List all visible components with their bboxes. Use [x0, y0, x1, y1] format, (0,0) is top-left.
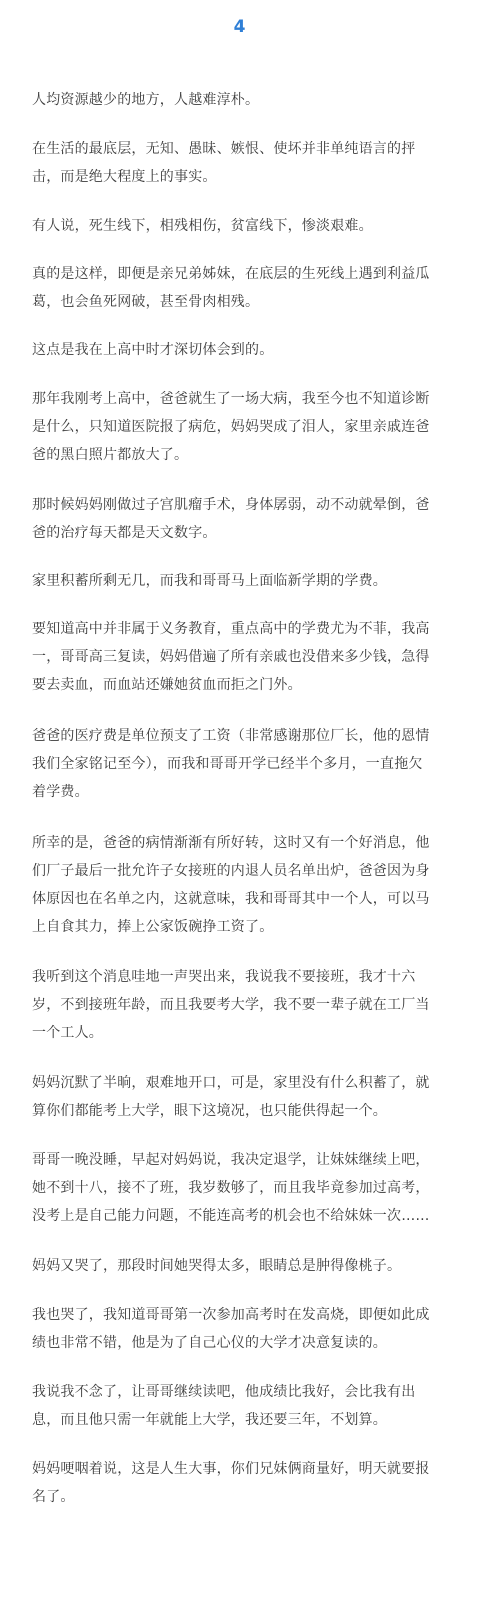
paragraph — [32, 1146, 452, 1230]
paragraph-line: 击，而是绝大程度上的事实。 — [32, 169, 217, 185]
paragraph-line: 这点是我在上高中时才深切体会到的。 — [32, 342, 274, 358]
paragraph-line: 葛，也会鱼死网破，甚至骨肉相残。 — [32, 294, 260, 310]
paragraph — [32, 260, 452, 316]
paragraph-line: 们厂子最后一批允许子女接班的内退人员名单出炉，爸爸因为身 — [32, 863, 430, 879]
paragraph-line: 人均资源越少的地方，人越难淳朴。 — [32, 92, 260, 108]
paragraph — [32, 385, 452, 469]
paragraph-line: 绩也非常不错，他是为了自己心仪的大学才决意复读的。 — [32, 1335, 387, 1351]
paragraph — [32, 722, 452, 806]
paragraph-line: 岁，不到接班年龄，而且我要考大学，我不要一辈子就在工厂当 — [32, 997, 430, 1013]
paragraph-line: 一，哥哥高三复读，妈妈借遍了所有亲戚也没借来多少钱，急得 — [32, 649, 430, 665]
paragraph-line: 真的是这样，即便是亲兄弟姊妹，在底层的生死线上遇到利益瓜 — [32, 266, 430, 282]
paragraph-line: 那时候妈妈刚做过子宫肌瘤手术，身体孱弱，动不动就晕倒，爸 — [32, 497, 430, 513]
paragraph-line: 家里积蓄所剩无几，而我和哥哥马上面临新学期的学费。 — [32, 573, 387, 589]
paragraph-line: 她不到十八，接不了班，我岁数够了，而且我毕竟参加过高考， — [32, 1180, 430, 1196]
paragraph — [32, 615, 452, 699]
paragraph-line: 爸的黑白照片都放大了。 — [32, 447, 189, 463]
paragraph-line: 着学费。 — [32, 784, 89, 800]
paragraph-line: 算你们都能考上大学，眼下这境况，也只能供得起一个。 — [32, 1103, 387, 1119]
paragraph — [32, 135, 452, 191]
paragraph — [32, 1455, 452, 1511]
paragraph-line: 妈妈沉默了半晌，艰难地开口，可是，家里没有什么积蓄了，就 — [32, 1075, 430, 1091]
paragraph-line: 哥哥一晚没睡，早起对妈妈说，我决定退学，让妹妹继续上吧， — [32, 1152, 430, 1168]
paragraph-line: 是什么，只知道医院报了病危，妈妈哭成了泪人，家里亲戚连爸 — [32, 419, 430, 435]
paragraph — [32, 1301, 452, 1357]
paragraph-line: 我们全家铭记至今），而我和哥哥开学已经半个多月，一直拖欠 — [32, 756, 423, 772]
paragraph-line: 爸的治疗每天都是天文数字。 — [32, 525, 217, 541]
paragraph-line: 我也哭了，我知道哥哥第一次参加高考时在发高烧，即便如此成 — [32, 1307, 430, 1323]
chapter-number: 4 — [233, 17, 246, 37]
paragraph-line: 要去卖血，而血站还嫌她贫血而拒之门外。 — [32, 677, 302, 693]
paragraph — [32, 491, 452, 547]
paragraph-line: 那年我刚考上高中，爸爸就生了一场大病，我至今也不知道诊断 — [32, 391, 430, 407]
paragraph — [32, 212, 452, 240]
paragraph-line: 上自食其力，捧上公家饭碗挣工资了。 — [32, 919, 274, 935]
paragraph — [32, 1069, 452, 1125]
paragraph-line: 妈妈又哭了，那段时间她哭得太多，眼睛总是肿得像桃子。 — [32, 1258, 402, 1274]
paragraph-line: 没考上是自己能力问题，不能连高考的机会也不给妹妹一次…… — [32, 1208, 430, 1224]
paragraph-line: 有人说，死生线下，相残相伤，贫富线下，惨淡艰难。 — [32, 218, 373, 234]
paragraph-line: 我听到这个消息哇地一声哭出来，我说我不要接班，我才十六 — [32, 969, 416, 985]
paragraph — [32, 86, 452, 114]
paragraph-line: 体原因也在名单之内，这就意味，我和哥哥其中一个人，可以马 — [32, 891, 430, 907]
paragraph-line: 在生活的最底层，无知、愚昧、嫉恨、使坏并非单纯语言的抨 — [32, 141, 416, 157]
paragraph — [32, 963, 452, 1047]
paragraph-line: 妈妈哽咽着说，这是人生大事，你们兄妹俩商量好，明天就要报 — [32, 1461, 430, 1477]
paragraph-line: 一个工人。 — [32, 1025, 103, 1041]
paragraph-line: 名了。 — [32, 1489, 75, 1505]
paragraph — [32, 567, 452, 595]
paragraph-line: 我说我不念了，让哥哥继续读吧，他成绩比我好，会比我有出 — [32, 1384, 416, 1400]
paragraph — [32, 829, 452, 941]
paragraph — [32, 336, 452, 364]
paragraph-line: 息，而且他只需一年就能上大学，我还要三年，不划算。 — [32, 1412, 387, 1428]
paragraph — [32, 1378, 452, 1434]
paragraph-line: 爸爸的医疗费是单位预支了工资（非常感谢那位厂长，他的恩情 — [32, 728, 430, 744]
paragraph-line: 要知道高中并非属于义务教育，重点高中的学费尤为不菲，我高 — [32, 621, 430, 637]
paragraph-line: 所幸的是，爸爸的病情渐渐有所好转，这时又有一个好消息，他 — [32, 835, 430, 851]
paragraph — [32, 1252, 452, 1280]
